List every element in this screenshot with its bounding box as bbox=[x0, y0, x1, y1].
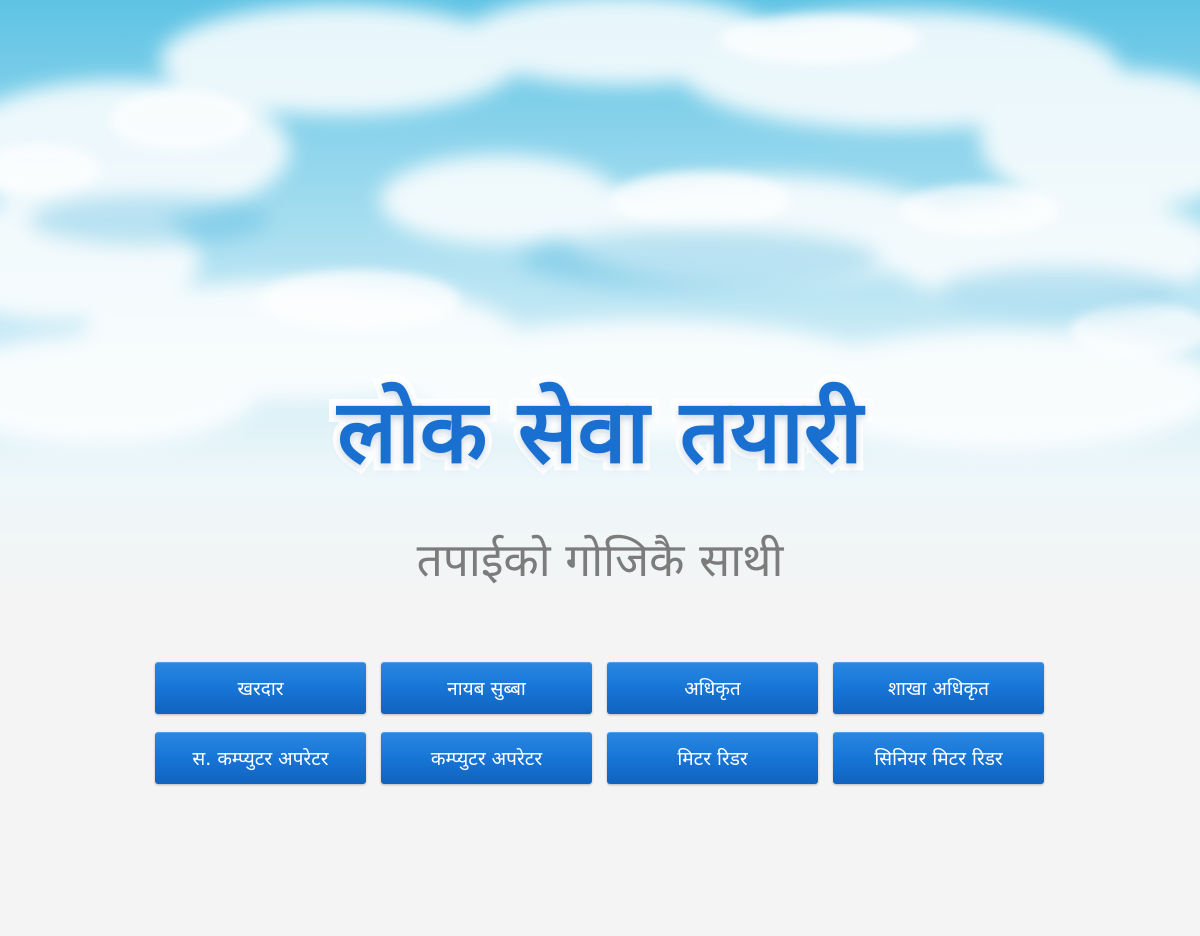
adhikrit-button[interactable]: अधिकृत bbox=[607, 662, 818, 714]
meter-reader-button[interactable]: मिटर रिडर bbox=[607, 732, 818, 784]
kharidar-button[interactable]: खरदार bbox=[155, 662, 366, 714]
app-title: लोक सेवा तयारी bbox=[337, 380, 863, 483]
senior-meter-reader-button[interactable]: सिनियर मिटर रिडर bbox=[833, 732, 1044, 784]
nayab-subba-button[interactable]: नायब सुब्बा bbox=[381, 662, 592, 714]
assistant-computer-operator-button[interactable]: स. कम्प्युटर अपरेटर bbox=[155, 732, 366, 784]
computer-operator-button[interactable]: कम्प्युटर अपरेटर bbox=[381, 732, 592, 784]
shakha-adhikrit-button[interactable]: शाखा अधिकृत bbox=[833, 662, 1044, 714]
app-tagline: तपाईको गोजिकै साथी bbox=[416, 533, 784, 587]
category-grid bbox=[155, 662, 1045, 784]
